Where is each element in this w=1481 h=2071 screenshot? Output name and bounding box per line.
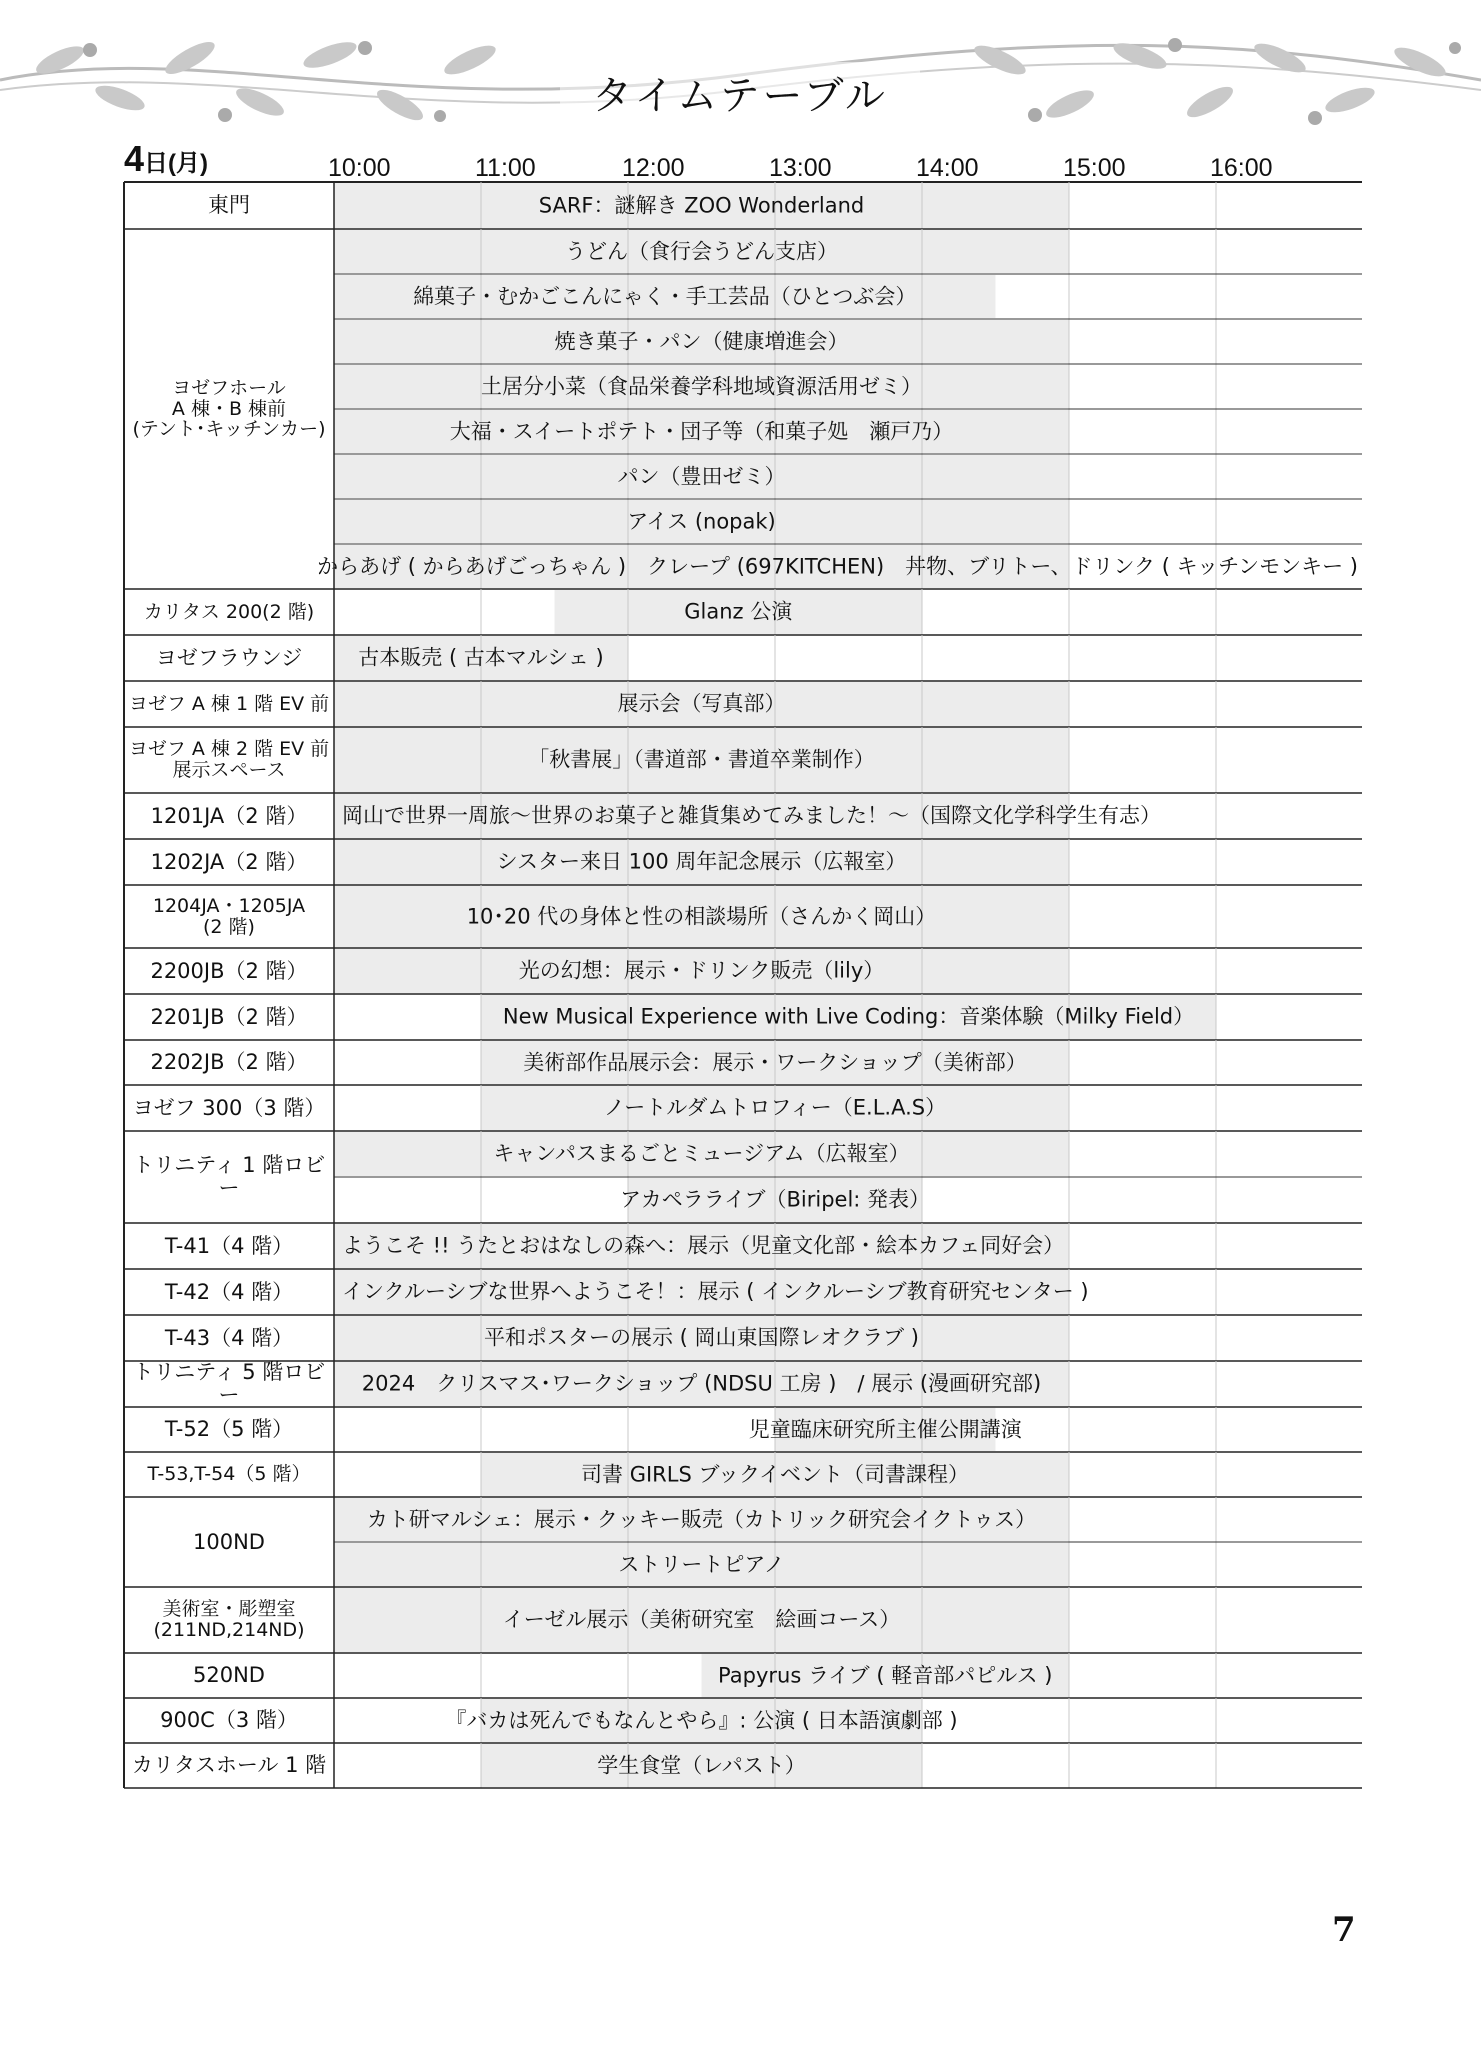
event-text: 10･20 代の身体と性の相談場所（さんかく岡山） — [466, 904, 937, 928]
venue-label: カリタス 200(2 階) — [143, 600, 315, 623]
hour-label-1500: 15:00 — [1063, 154, 1126, 182]
venue-label: トリニティ 5 階ロビー — [132, 1360, 326, 1407]
event-text: アイス (nopak) — [627, 509, 776, 533]
venue-label: T-41（4 階） — [164, 1233, 294, 1258]
event-text: 岡山で世界一周旅〜世界のお菓子と雑貨集めてみました！〜（国際文化学科学生有志） — [342, 803, 1161, 828]
hour-label-1200: 12:00 — [622, 154, 685, 182]
event-text: 展示会（写真部） — [617, 691, 786, 716]
event-text: 綿菓子・むかごこんにゃく・手工芸品（ひとつぶ会） — [413, 284, 917, 308]
venue-label: T-42（4 階） — [164, 1279, 294, 1304]
venue-label: 100ND — [193, 1529, 265, 1554]
venue-label: 2200JB（2 階） — [150, 958, 308, 983]
venue-label: ヨゼフ A 棟 1 階 EV 前 — [128, 692, 330, 715]
venue-label: 2201JB（2 階） — [150, 1004, 308, 1029]
venue-label: ヨゼフ 300（3 階） — [132, 1095, 326, 1120]
hour-label-1400: 14:00 — [916, 154, 979, 182]
venue-label: ヨゼフ A 棟 2 階 EV 前 展示スペース — [128, 738, 330, 781]
venue-label: 東門 — [208, 193, 250, 218]
event-text: 土居分小菜（食品栄養学科地域資源活用ゼミ） — [481, 374, 922, 398]
event-text: 『バカは死んでもなんとやら』: 公演 ( 日本語演劇部 ) — [445, 1708, 958, 1732]
venue-label: 2202JB（2 階） — [150, 1050, 308, 1075]
event-text: SARF：謎解き ZOO Wonderland — [538, 193, 865, 217]
venue-label: 1204JA・1205JA (2 階) — [152, 894, 306, 938]
venue-label: 1202JA（2 階） — [150, 849, 308, 874]
hour-label-1600: 16:00 — [1210, 154, 1273, 182]
venue-label: ヨゼフラウンジ — [155, 645, 303, 670]
venue-label: 美術室・彫塑室 (211ND,214ND) — [153, 1598, 305, 1641]
venue-label: T-43（4 階） — [164, 1325, 294, 1350]
event-text: 平和ポスターの展示 ( 岡山東国際レオクラブ ) — [484, 1325, 919, 1350]
venue-label: T-53,T-54（5 階） — [147, 1463, 311, 1486]
event-text: ストリートピアノ — [618, 1552, 785, 1576]
event-text: 光の幻想：展示・ドリンク販売（lily） — [518, 958, 885, 983]
event-text: 大福・スイートポテト・団子等（和菓子処 瀬戸乃） — [449, 419, 954, 443]
event-text: 司書 GIRLS ブックイベント（司書課程） — [581, 1462, 969, 1486]
page-title: タイムテーブル — [560, 62, 920, 123]
day-weekday: 日(月) — [144, 150, 209, 177]
event-text: 美術部作品展示会：展示・ワークショップ（美術部） — [523, 1050, 1027, 1074]
event-text: 学生食堂（レパスト） — [597, 1753, 806, 1777]
venue-label: カリタスホール 1 階 — [131, 1753, 327, 1778]
event-text: ようこそ !! うたとおはなしの森へ：展示（児童文化部・絵本カフェ同好会） — [342, 1233, 1065, 1258]
event-text: アカペラライブ（Biripel: 発表） — [619, 1187, 931, 1212]
event-text: 児童臨床研究所主催公開講演 — [748, 1417, 1022, 1441]
event-text: パン（豊田ゼミ） — [617, 464, 786, 488]
event-text: Papyrus ライブ ( 軽音部パピルス ) — [718, 1663, 1053, 1687]
event-text: 「秋書展」（書道部・書道卒業制作） — [528, 747, 875, 772]
hour-label-1100: 11:00 — [475, 154, 536, 182]
day-number: 4 — [124, 138, 145, 179]
event-text: イーゼル展示（美術研究室 絵画コース） — [502, 1607, 901, 1632]
event-text: 焼き菓子・パン（健康増進会） — [554, 329, 849, 353]
venue-label: トリニティ 1 階ロビー — [132, 1153, 326, 1200]
event-text: Glanz 公演 — [684, 599, 793, 624]
hour-label-1300: 13:00 — [769, 154, 832, 182]
venue-label: ヨゼフホール A 棟・B 棟前 (テント･キッチンカー) — [132, 377, 326, 441]
hour-label-1000: 10:00 — [328, 154, 391, 182]
event-text: シスター来日 100 周年記念展示（広報室） — [496, 849, 907, 874]
event-text: インクルーシブな世界へようこそ！：展示 ( インクルーシブ教育研究センター ) — [342, 1279, 1089, 1304]
event-text: うどん（食行会うどん支店） — [565, 239, 838, 263]
event-text: からあげ ( からあげごっちゃん ) クレープ (697KITCHEN) 丼物、ブリトー、ドリンク ( キッチンモンキー ) — [317, 554, 1358, 578]
venue-label: 900C（3 階） — [160, 1708, 298, 1733]
venue-label: 1201JA（2 階） — [150, 803, 308, 828]
page-number: 7 — [1332, 1910, 1356, 1950]
venue-label: 520ND — [193, 1663, 265, 1688]
event-text: 古本販売 ( 古本マルシェ ) — [358, 645, 604, 670]
event-text: カト研マルシェ：展示・クッキー販売（カトリック研究会イクトゥス） — [366, 1507, 1037, 1531]
venue-label: T-52（5 階） — [164, 1417, 294, 1442]
event-text: ノートルダムトロフィー（E.L.A.S） — [603, 1095, 947, 1120]
event-text: 2024 クリスマス･ワークショップ (NDSU 工房 ) / 展示 (漫画研究部) — [361, 1371, 1042, 1396]
event-text: キャンパスまるごとミュージアム（広報室） — [493, 1141, 910, 1166]
event-text: New Musical Experience with Live Coding：音楽体験（Milky Field） — [502, 1004, 1195, 1029]
